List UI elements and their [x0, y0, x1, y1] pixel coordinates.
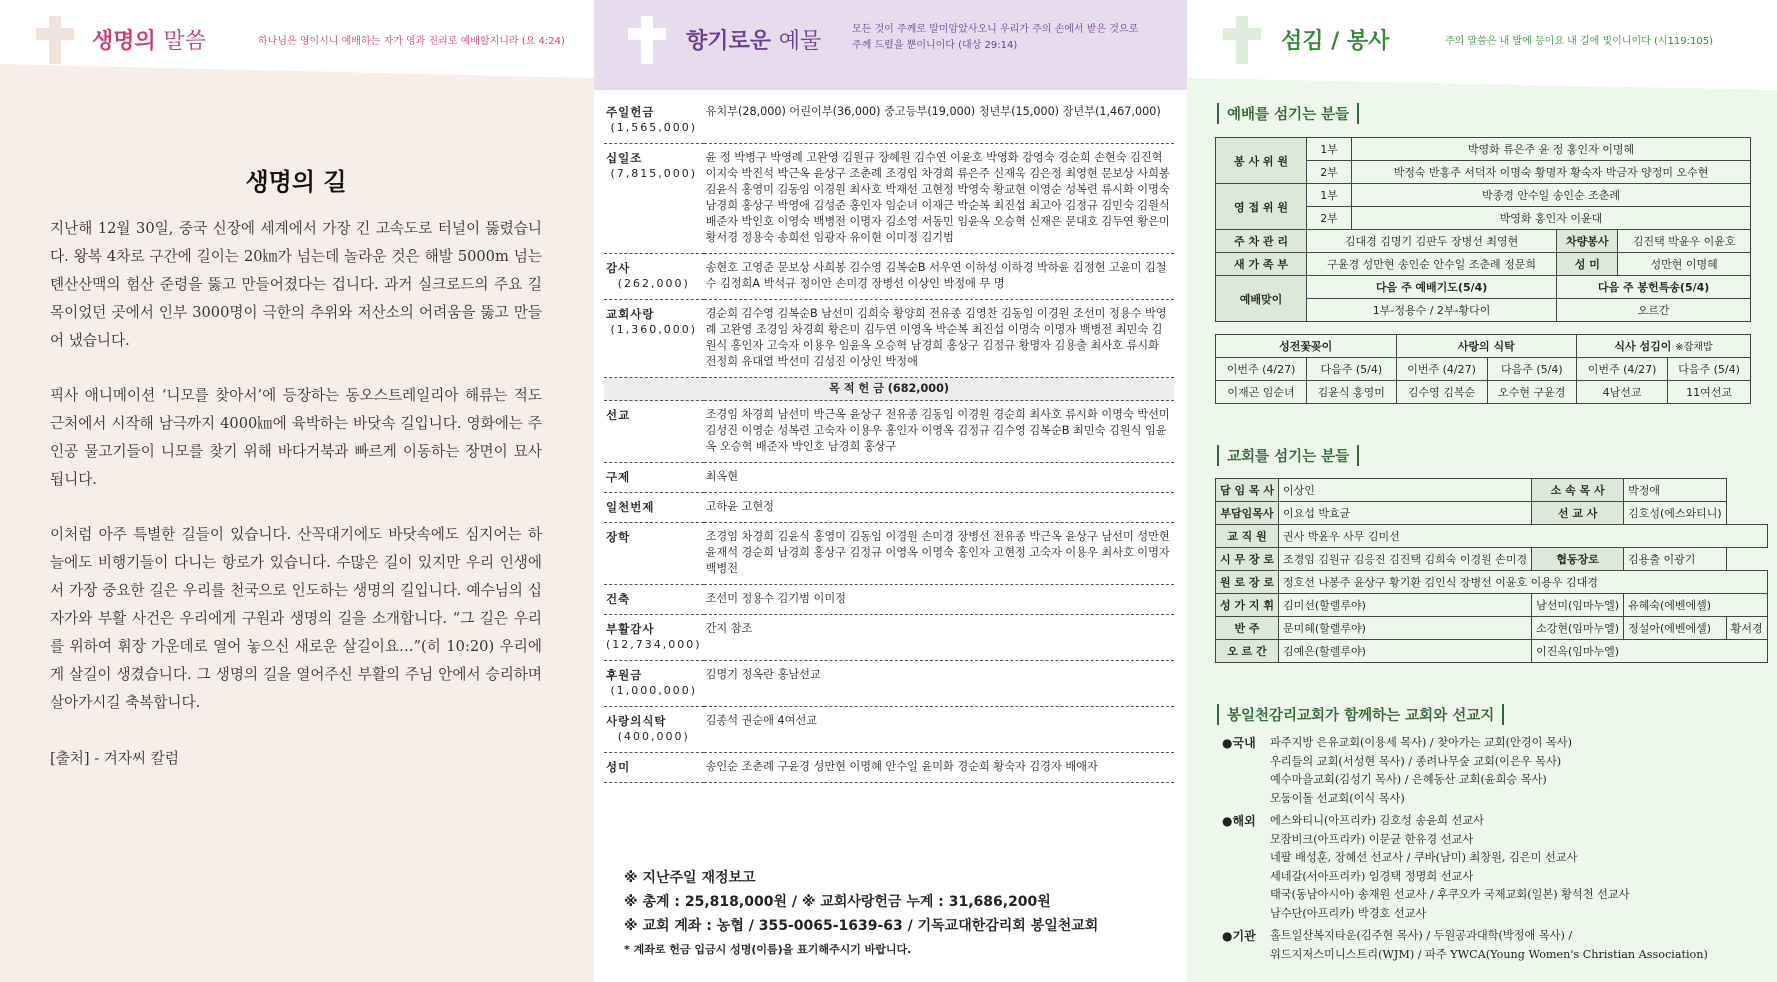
- offering-names: 송인순 조춘례 구윤경 성만현 이명혜 안수일 윤미화 경순희 황숙자 김경자 배애자: [704, 753, 1174, 783]
- cross-icon: [36, 16, 74, 64]
- section-title: 생명의 말씀: [92, 29, 206, 54]
- missions-organizations: ●기관 홀트일산복지타운(김주현 목사) / 두원공과대학(박정애 목사) / 위드지저스미니스트리(WJM) / 파주 YWCA(Young Women's Christian Association): [1222, 927, 1762, 964]
- mission-line: 모둠이돌 선교회(이식 목사): [1270, 791, 1405, 805]
- offering-category: 성미: [604, 753, 704, 783]
- staff-role: 교 직 원: [1216, 525, 1279, 548]
- staff-names: 유혜숙(에벤에셀): [1624, 594, 1767, 617]
- finance-total: ※ 총계 : 25,818,000원 / ※ 교회사랑헌금 누계 : 31,686,200원: [624, 894, 1051, 910]
- staff-names: 이상인: [1279, 479, 1532, 502]
- staff-names: 이진옥(임마누엘): [1532, 640, 1767, 663]
- mission-line: 에스와티니(아프리카) 김호성 송윤희 선교사: [1270, 814, 1484, 827]
- staff-names: 박정애: [1624, 479, 1727, 502]
- offering-names: 윤 정 박병구 박영례 고완영 김원규 장혜원 김수연 이윤호 박영화 강영숙 경순희 손현숙 김진혁 이지숙 박진석 박근옥 윤상구 조춘례 조경임 차경희 류은주 신재욱 김은정 최영현 문보상 사희봉 김윤식 홍영미 김동임 이경원 최사호 박재선 고현정 박영숙 황교현 이영순 성복련 류시화 이명숙 남경희 홍상구 박영애 김성준 홍인자 임순녀 이재근 박순복 최진섭 최고아 김정규 김민숙 김원식 배준자 박인호 이영숙 백병전 이명자 김소영 서동민 임윤옥 오승혁 신재은 문대호 김두연 황은미 황서경 정용숙 송희선 임광자 유이현 이미정 김기범: [704, 144, 1174, 254]
- mission-line: 모잠비크(아프리카) 이문균 한유경 선교사: [1270, 832, 1474, 846]
- offering-row: [604, 707, 1174, 753]
- staff-names: 황서경: [1726, 617, 1767, 640]
- subheading-worship-servers: 예배를 섬기는 분들: [1217, 103, 1359, 124]
- offering-amount: (7,815,000): [610, 167, 698, 180]
- church-servers-table: [1215, 478, 1768, 663]
- offering-row: [604, 254, 1174, 300]
- offering-names: 조경임 차경희 남선미 박근옥 윤상구 전유종 김동임 이경원 경순희 최사호 류시화 이명숙 박선미 김성진 이영순 성복련 고숙자 이용우 홍인자 이영옥 김정규 김수영 김복순B 최민숙 김원식 임윤옥 오승혁 배준자 박인호 남경희 홍상구: [704, 401, 1174, 463]
- staff-role: 소 속 목 사: [1532, 479, 1624, 502]
- article-paragraph: 지난해 12월 30일, 중국 신장에 세계에서 가장 긴 고속도로 터널이 뚫렸습니다. 왕복 4차로 구간에 길이는 20㎞가 넘는데 놀라운 것은 해발 5000m 넘는 톈산산맥의 험산 준령을 뚫고 만들어졌다는 겁니다. 과거 실크로드의 주요 길목이었던 곳에서 인부 3000명이 극한의 추위와 저산소의 어려움을 뚫고 만들어 냈습니다.: [50, 220, 542, 349]
- offering-names: 송현호 고영준 문보상 사희봉 김수영 김복순B 서우연 이하성 이하경 박하윤 김정현 고윤미 김철수 김정희A 박석규 정이안 손미경 장병선 이상인 박정애 무 명: [704, 254, 1174, 300]
- staff-row: [1216, 548, 1768, 571]
- staff-names: 김미선(할렐루야): [1279, 594, 1532, 617]
- missions-domestic: ●국내 파주지방 은유교회(이용세 목사) / 찾아가는 교회(안경이 목사) 우리들의 교회(서성현 목사) / 종려나무숲 교회(이은우 목사) 예수마을교회(김성기 목사) / 은혜동산 교회(윤희승 목사) 모둠이돌 선교회(이식 목사): [1222, 734, 1762, 808]
- offering-row: [604, 523, 1174, 585]
- staff-names: 소강현(임마누엘): [1532, 617, 1624, 640]
- offering-row: [604, 661, 1174, 707]
- staff-row: [1216, 571, 1768, 594]
- article-paragraph: 이처럼 아주 특별한 길들이 있습니다. 산꼭대기에도 바닷속에도 심지어는 하늘에도 비행기들이 다니는 항로가 있습니다. 수많은 길이 있지만 우리 인생에서 가장 중요한 길은 우리를 천국으로 인도하는 생명의 길입니다. 예수님의 십자가와 부활 사건은 우리에게 구원과 생명의 길을 소개합니다. “그 길은 우리를 위하여 휘장 가운데로 열어 놓으신 새로운 살길이요…”(히 10:20) 우리에게 살길이 생겼습니다. 그 생명의 길을 열어주신 부활의 주님 안에서 승리하며 살아가시길 축복합니다.: [50, 526, 542, 711]
- offering-category: 건축: [604, 585, 704, 615]
- staff-names: 정설아(에벤에셀): [1624, 617, 1727, 640]
- offering-row: [604, 493, 1174, 523]
- mission-line: 위드지저스미니스트리(WJM) / 파주 YWCA(Young Women's Christian Association): [1270, 947, 1708, 961]
- offering-category: 일천번제: [604, 493, 704, 523]
- staff-row: [1216, 525, 1768, 548]
- staff-role: 반 주: [1216, 617, 1279, 640]
- staff-role: 성 가 지 휘: [1216, 594, 1279, 617]
- offering-amount: (1,565,000): [610, 121, 698, 134]
- staff-role: 시 무 장 로: [1216, 548, 1279, 571]
- mission-line: 파주지방 은유교회(이용세 목사) / 찾아가는 교회(안경이 목사): [1270, 736, 1572, 749]
- staff-role: 원 로 장 로: [1216, 571, 1279, 594]
- offering-names: 조선미 정용수 김기범 이미정: [704, 585, 1174, 615]
- mission-line: 예수마을교회(김성기 목사) / 은혜동산 교회(윤희승 목사): [1270, 773, 1547, 786]
- staff-role: 오 르 간: [1216, 640, 1279, 663]
- mission-line: 남수단(아프리카) 박경호 선교사: [1270, 906, 1427, 920]
- staff-row: [1216, 617, 1768, 640]
- offering-table: [604, 98, 1174, 783]
- offering-names: 김명기 정옥란 홍남선교: [704, 661, 1174, 707]
- offering-names: 김종석 권순애 4여선교: [704, 707, 1174, 753]
- offering-row: [604, 585, 1174, 615]
- staff-names: 김용출 이광기: [1624, 548, 1727, 571]
- offering-names: 고하윤 고현정: [704, 493, 1174, 523]
- offering-row: [604, 401, 1174, 463]
- staff-names: 권사 박윤우 사무 김미선: [1279, 525, 1768, 548]
- staff-row: [1216, 594, 1768, 617]
- staff-names: 정호선 나봉주 윤상구 황기환 김인식 장병선 이윤호 이용우 김대경: [1279, 571, 1768, 594]
- missions-list: [1222, 734, 1762, 968]
- section-verse: 주의 말씀은 내 발에 등이요 내 길에 빛이니이다 (시119:105): [1445, 36, 1713, 47]
- finance-note: * 계좌로 헌금 입금시 성명(이름)을 표기해주시기 바랍니다.: [624, 943, 912, 956]
- weekly-service-table: 성전꽃꽂이 사랑의 식탁 식사 섬김이 ※잡채밥 이번주 (4/27) 다음주 (5/4) 이번주 (4/27) 다음주 (5/4) 이번주 (4/27) 다음주 (5/4) 이재곤 임순녀 김윤식 홍영미 김수영 김복순 오수현 구윤경 4남선교 11여선교: [1215, 334, 1751, 404]
- offering-row: [604, 300, 1174, 378]
- column-word-of-life: [0, 0, 594, 982]
- offering-names: 유치부(28,000) 어린이부(36,000) 중고등부(19,000) 청년부(15,000) 장년부(1,467,000): [704, 98, 1174, 144]
- staff-role: 담 임 목 사: [1216, 479, 1279, 502]
- offering-category: 후원금 (1,000,000): [604, 661, 704, 707]
- offering-amount: (12,734,000): [606, 638, 702, 651]
- offering-names: 최옥현: [704, 463, 1174, 493]
- mission-line: 세네갈(서아프리카) 임경택 정명희 선교사: [1270, 869, 1474, 883]
- offering-category: 십일조 (7,815,000): [604, 144, 704, 254]
- article-title: 생명의 길: [245, 167, 347, 196]
- purpose-offering-header: 목 적 헌 금 (682,000): [604, 378, 1174, 401]
- offering-names: 경순희 김수영 김복순B 남선미 김희숙 황양희 전유종 김영찬 김동임 이경원 조선미 정용수 박영례 고완영 조경임 차경희 황은미 김두연 이영옥 박순복 최진섭 이명숙 이명자 백병전 최민숙 김원식 홍인자 고숙자 이용우 임윤옥 오승혁 남경희 홍상구 김정규 황명자 김용출 최사호 류시화 전정희 유대열 박선미 김성진 이상인 박정애: [704, 300, 1174, 378]
- mission-line: 네팔 배성훈, 장혜선 선교사 / 쿠바(남미) 최창원, 김은미 선교사: [1270, 851, 1578, 864]
- offering-row: [604, 98, 1174, 144]
- offering-amount: (400,000): [617, 730, 690, 743]
- article-source: [출처] - 겨자씨 칼럼: [50, 750, 179, 767]
- staff-names: 문미혜(할렐루야): [1279, 617, 1532, 640]
- offering-category: 주일헌금 (1,565,000): [604, 98, 704, 144]
- offering-names: 간지 참조: [704, 615, 1174, 661]
- offering-row: [604, 615, 1174, 661]
- offering-row: [604, 753, 1174, 783]
- offering-amount: (262,000): [617, 277, 690, 290]
- staff-names: 김예은(할렐루야): [1279, 640, 1532, 663]
- offering-category: 선교: [604, 401, 704, 463]
- offering-names: 조경임 차경희 김윤식 홍영미 김동임 이경원 손미경 장병선 전유종 박근옥 윤상구 남선미 성만현 윤재석 경순희 남경희 홍상구 김정규 이영옥 이명숙 홍인자 고현정 고숙자 이용우 최사호 이명자 백병전: [704, 523, 1174, 585]
- section-verse: 모든 것이 주께로 말미암았사오니 우리가 주의 손에서 받은 것으로 주께 드렸을 뿐이니이다 (대상 29:14): [852, 24, 1139, 51]
- offering-category: 교회사랑 (1,360,000): [604, 300, 704, 378]
- staff-row: [1216, 479, 1768, 502]
- staff-names: 조경임 김원규 김응진 김진택 김희숙 이경원 손미경: [1279, 548, 1532, 571]
- staff-names: 이요섭 박효균: [1279, 502, 1532, 525]
- missions-overseas: ●해외 에스와티니(아프리카) 김호성 송윤희 선교사 모잠비크(아프리카) 이문균 한유경 선교사 네팔 배성훈, 장혜선 선교사 / 쿠바(남미) 최창원, 김은미 선교사 세네갈(서아프리카) 임경택 정명희 선교사 태국(동남아시아) 송재원 선교사 / 후쿠오카 국제교회(일본) 황석천 선교사 남수단(아프리카) 박경호 선교사: [1222, 812, 1762, 923]
- offering-row: [604, 463, 1174, 493]
- mission-line: 홀트일산복지타운(김주현 목사) / 두원공과대학(박정애 목사) /: [1270, 929, 1573, 942]
- staff-names: 김호성(에스와티니): [1624, 502, 1727, 525]
- staff-row: [1216, 640, 1768, 663]
- section-title: 향기로운 예물: [686, 29, 822, 54]
- offering-row: [604, 144, 1174, 254]
- staff-role: 부담임목사: [1216, 502, 1279, 525]
- offering-category: 장학: [604, 523, 704, 585]
- staff-names: 남선미(임마누엘): [1532, 594, 1624, 617]
- offering-category: 사랑의식탁 (400,000): [604, 707, 704, 753]
- finance-account: ※ 교회 계좌 : 농협 / 355-0065-1639-63 / 기독교대한감리회 봉일천교회: [624, 918, 1099, 934]
- subheading-church-servers: 교회를 섬기는 분들: [1217, 445, 1359, 466]
- worship-servers-table: 봉 사 위 원 1부 박영화 류은주 윤 정 홍인자 이명혜 2부 박정숙 반홍주 서덕자 이명숙 황명자 황숙자 박금자 양정미 오수현 영 접 위 원 1부 박종경 안수일 송인순 조춘례 2부 박영화 홍인자 이윤대 주 차 관 리 김대경 김명기 김판두 장병선 최영현 차량봉사 김진택 박윤우 이윤호 새 가 족 부 구윤경 성만현 송인순 안수일 조춘례 정문희 성 미 성만현 이명혜 예배맞이 다음 주 예배기도(5/4) 다음 주 봉헌특송(5/4) 1부-정용수 / 2부-황다이 오르간: [1215, 137, 1751, 322]
- offering-category: 감사 (262,000): [604, 254, 704, 300]
- mission-line: 태국(동남아시아) 송재원 선교사 / 후쿠오카 국제교회(일본) 황석천 선교사: [1270, 888, 1630, 901]
- offering-amount: (1,000,000): [610, 684, 698, 697]
- section-verse: 하나님은 영이시니 예배하는 자가 영과 진리로 예배할지니라 (요 4:24): [258, 36, 565, 47]
- staff-role: 선 교 사: [1532, 502, 1624, 525]
- column-article: [50, 162, 542, 768]
- cross-icon: [628, 16, 666, 64]
- section-title: 섬김 / 봉사: [1281, 29, 1390, 54]
- mission-line: 우리들의 교회(서성현 목사) / 종려나무숲 교회(이은우 목사): [1270, 754, 1562, 768]
- staff-role: 협동장로: [1532, 548, 1624, 571]
- cross-icon: [1223, 16, 1261, 64]
- finance-report: [624, 866, 1098, 962]
- article-paragraph: 픽사 애니메이션 ‘니모를 찾아서’에 등장하는 동오스트레일리아 해류는 적도 근처에서 시작해 남극까지 4000㎞에 육박하는 바닷속 길입니다. 영화에는 주인공 물고기들이 니모를 찾기 위해 바다거북과 빠르게 이동하는 장면이 묘사됩니다.: [50, 387, 542, 488]
- offering-category: 구제: [604, 463, 704, 493]
- staff-row: [1216, 502, 1768, 525]
- offering-category: 부활감사 (12,734,000): [604, 615, 704, 661]
- subheading-missions: 봉일천감리교회가 함께하는 교회와 선교지: [1217, 704, 1504, 725]
- offering-amount: (1,360,000): [610, 323, 698, 336]
- finance-title: ※ 지난주일 재정보고: [624, 870, 756, 886]
